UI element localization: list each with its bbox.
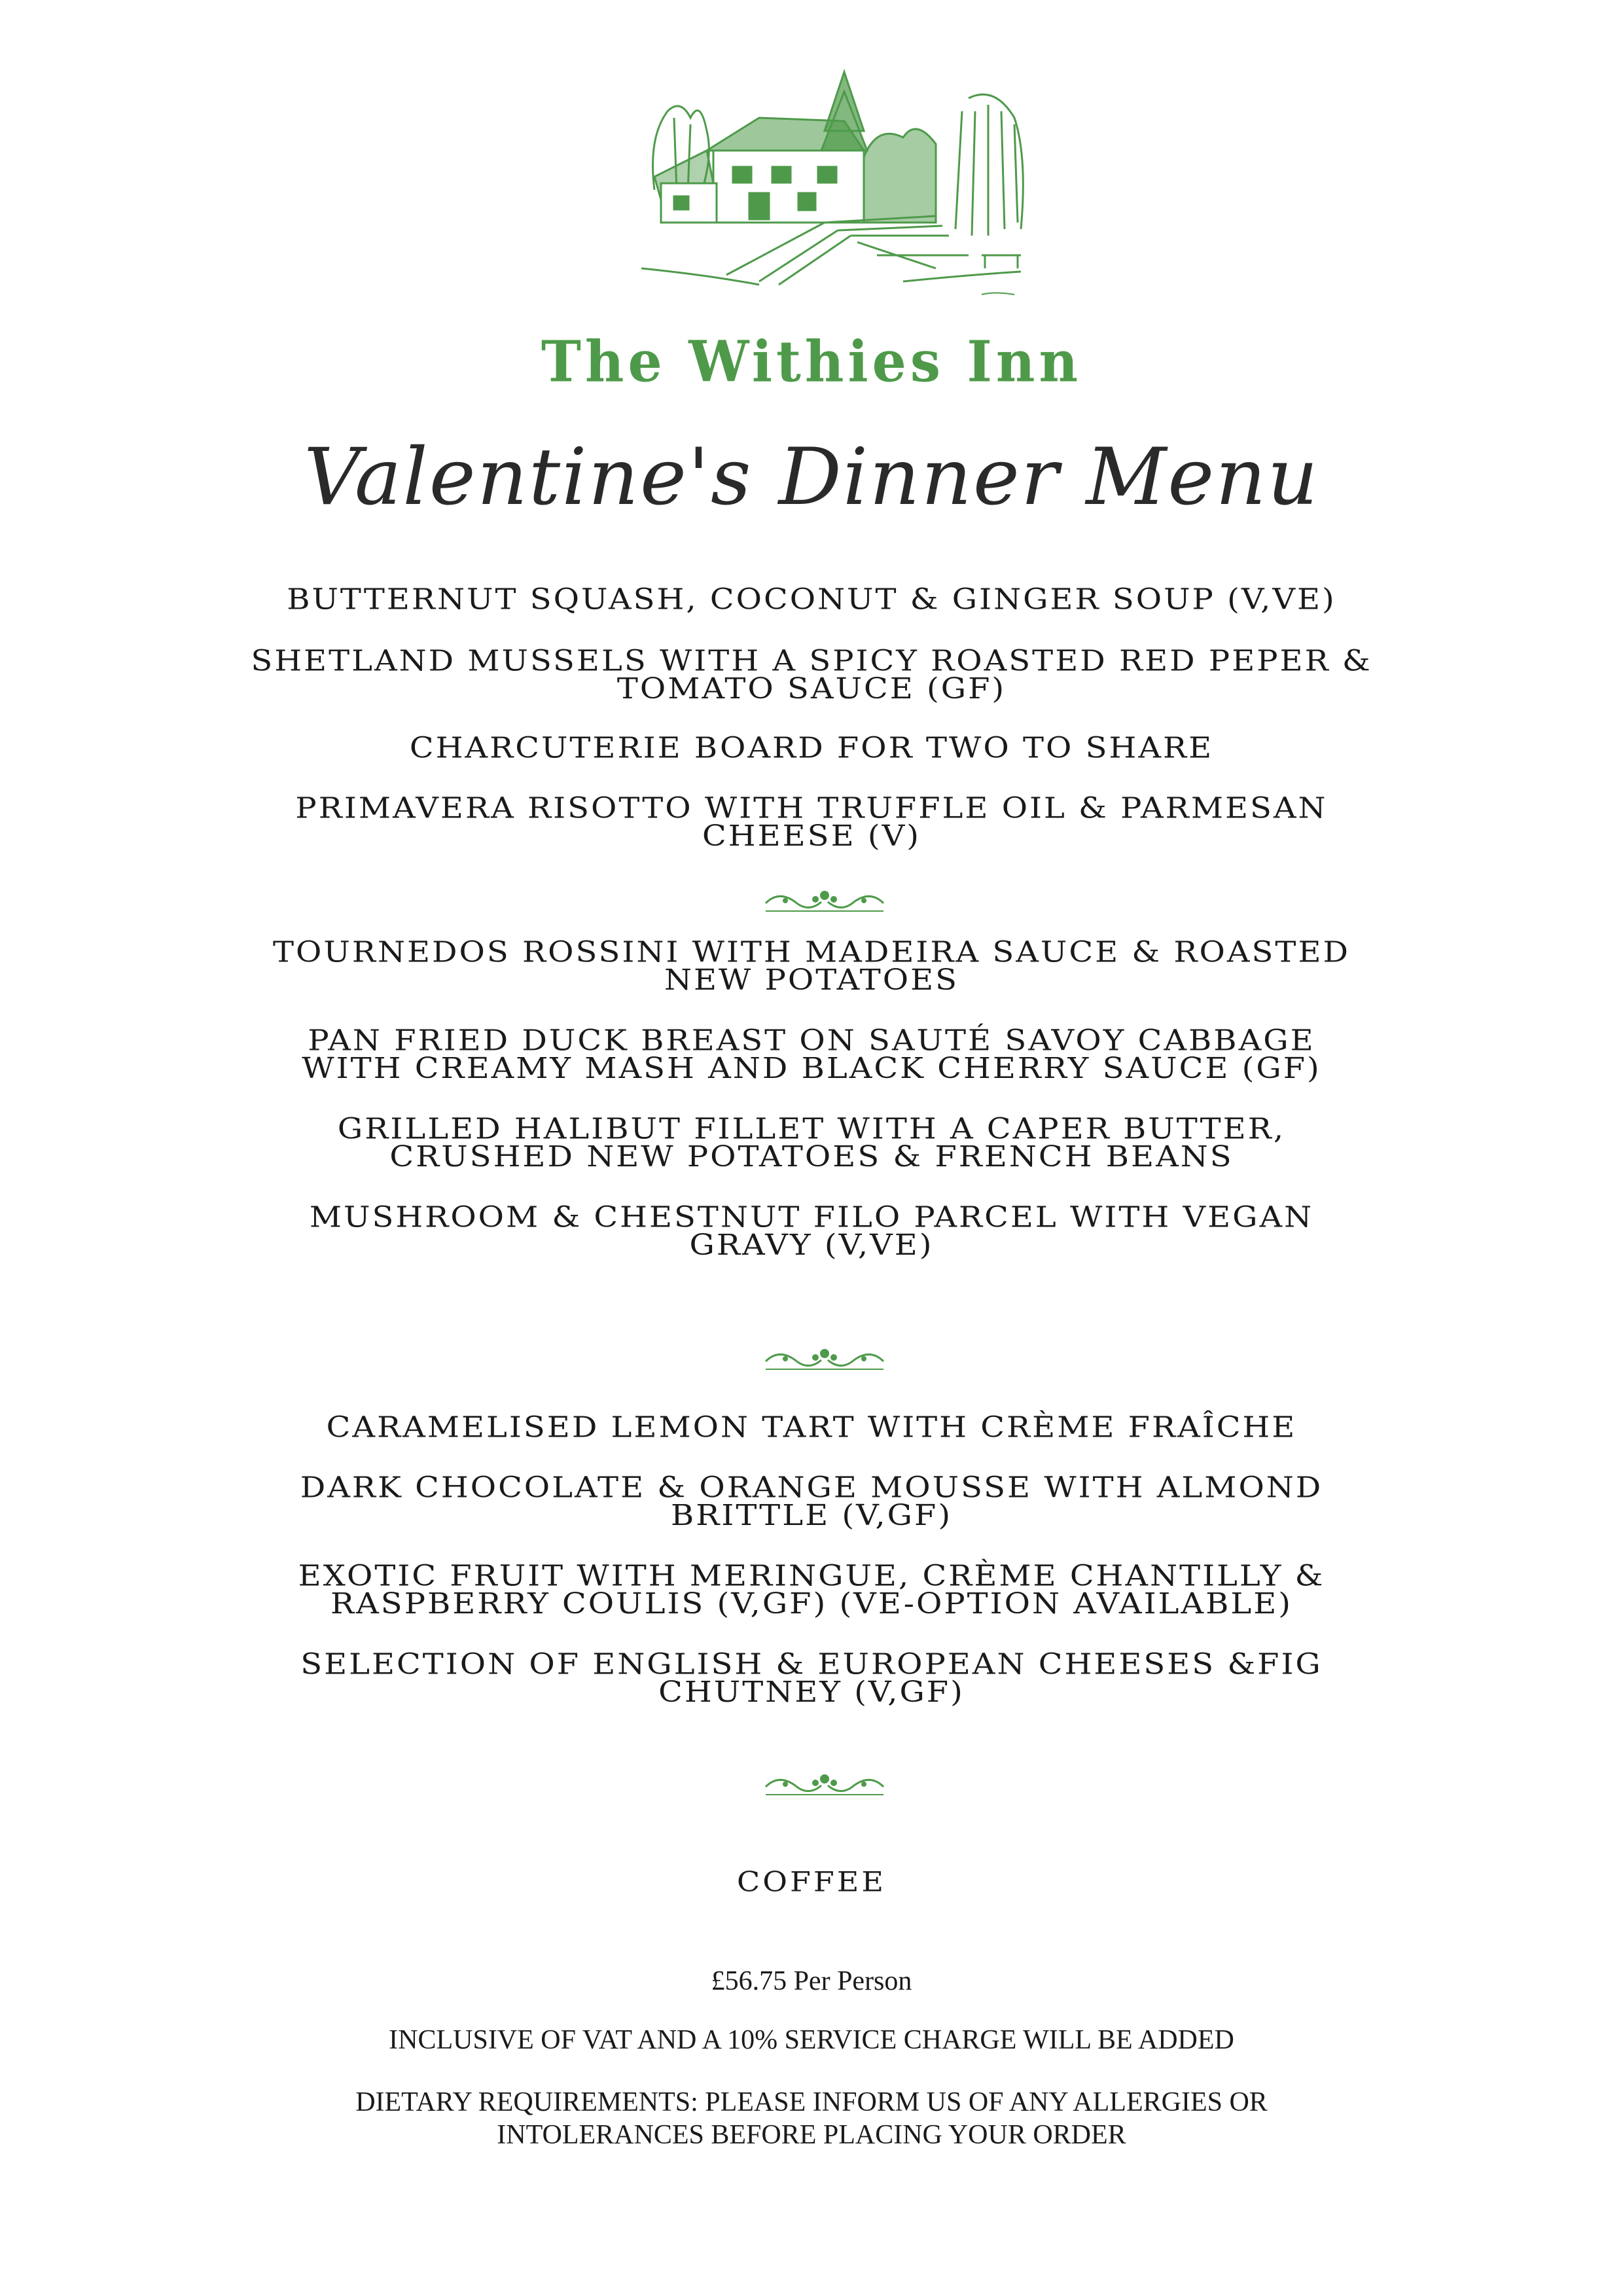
menu-title: Valentine's Dinner Menu [304, 432, 1319, 523]
coffee-item: COFFEE [737, 1865, 886, 1898]
starter-item: CHARCUTERIE BOARD FOR TWO TO SHARE [409, 731, 1214, 765]
dessert-item: SELECTION OF ENGLISH & EUROPEAN CHEESES &FIG CHUTNEY (V,GF) [300, 1647, 1323, 1709]
vat-note: INCLUSIVE OF VAT AND A 10% SERVICE CHARGE WILL BE ADDED [389, 2025, 1234, 2055]
main-item: MUSHROOM & CHESTNUT FILO PARCEL WITH VEGAN GRAVY (V,VE) [309, 1200, 1314, 1262]
price-per-person: £56.75 Per Person [711, 1966, 912, 1996]
starter-item: SHETLAND MUSSELS WITH A SPICY ROASTED RED PEPER & TOMATO SAUCE (GF) [251, 644, 1372, 706]
main-item: TOURNEDOS ROSSINI WITH MADEIRA SAUCE & ROASTED NEW POTATOES [273, 935, 1350, 997]
main-item: PAN FRIED DUCK BREAST ON SAUTÉ SAVOY CABBAGE WITH CREAMY MASH AND BLACK CHERRY SAUCE (GF) [302, 1024, 1321, 1085]
dessert-item: DARK CHOCOLATE & ORANGE MOUSSE WITH ALMOND BRITTLE (V,GF) [300, 1471, 1323, 1532]
starter-item: PRIMAVERA RISOTTO WITH TRUFFLE OIL & PARMESAN CHEESE (V) [295, 791, 1328, 853]
main-item: GRILLED HALIBUT FILLET WITH A CAPER BUTTER, CRUSHED NEW POTATOES & FRENCH BEANS [337, 1112, 1286, 1174]
dietary-note: DIETARY REQUIREMENTS: PLEASE INFORM US OF ANY ALLERGIES OR INTOLERANCES BEFORE PLACING YOUR ORDER [355, 2087, 1268, 2150]
dessert-item: CARAMELISED LEMON TART WITH CRÈME FRAÎCHE [326, 1410, 1297, 1444]
holly-flourish-icon [759, 1767, 890, 1804]
holly-flourish-icon [759, 1342, 890, 1378]
starter-item: BUTTERNUT SQUASH, COCONUT & GINGER SOUP (V,VE) [287, 583, 1336, 617]
holly-flourish-icon [759, 884, 890, 920]
inn-sketch-logo-icon [628, 59, 1034, 314]
inn-name: The Withies Inn [541, 329, 1082, 395]
dessert-item: EXOTIC FRUIT WITH MERINGUE, CRÈME CHANTILLY & RASPBERRY COULIS (V,GF) (VE-OPTION AVAILABLE) [298, 1559, 1325, 1621]
